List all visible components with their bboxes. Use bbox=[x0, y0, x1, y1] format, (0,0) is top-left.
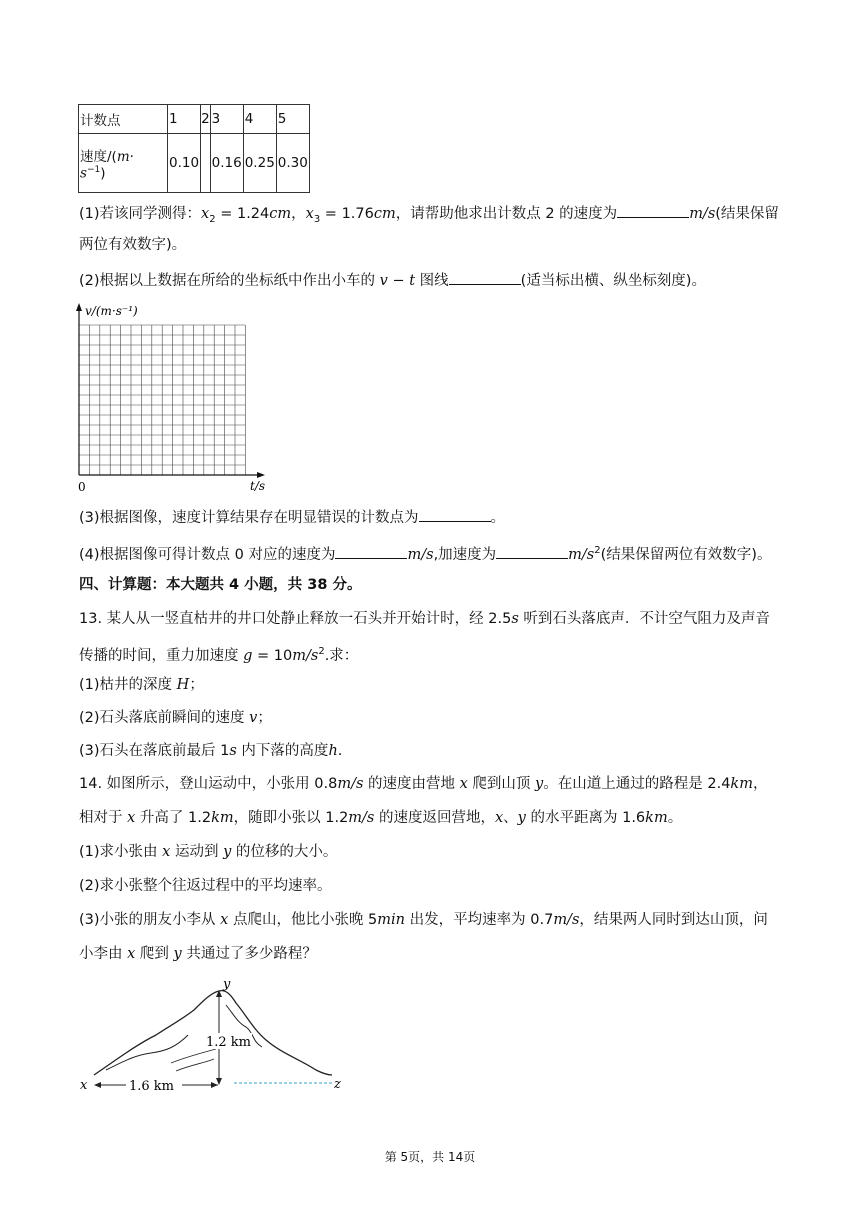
answer-blank[interactable] bbox=[496, 544, 568, 559]
point-z-label: z bbox=[334, 1077, 341, 1092]
q14-part3-line2: 小李由 x 爬到 y 共通过了多少路程？ bbox=[79, 946, 317, 962]
table-cell: 4 bbox=[243, 105, 276, 134]
q12-part1-line2: 两位有效数字)。 bbox=[79, 237, 187, 253]
table-row-label: 速度/(m· $s^{-1}$) bbox=[79, 134, 168, 193]
y-axis-arrow-icon bbox=[76, 303, 82, 311]
q13-part3: (3)石头在落底前最后 1s 内下落的高度h. bbox=[79, 743, 343, 759]
table-cell: 5 bbox=[276, 105, 309, 134]
q12-part2: (2)根据以上数据在所给的坐标纸中作出小车的 v − t 图线 (适当标出横、纵坐标刻度)。 bbox=[79, 270, 706, 291]
speed-table bbox=[78, 104, 310, 193]
table-cell: 计数点 bbox=[79, 105, 168, 134]
x-axis-arrow-icon bbox=[257, 472, 265, 478]
q14-part3-line1: (3)小张的朋友小李从 x 点爬山，他比小张晚 5min 出发，平均速率为 0.7m/s，结果两人同时到达山顶，问 bbox=[79, 912, 768, 928]
q13-line1: 13. 某人从一竖直枯井的井口处静止释放一石头并开始计时，经 2.5s 听到石头落底声．不计空气阻力及声音 bbox=[79, 611, 770, 627]
height-label: 1.2 km bbox=[206, 1035, 252, 1050]
section-heading: 四、计算题：本大题共 4 小题，共 38 分。 bbox=[79, 577, 362, 593]
table-cell bbox=[201, 134, 211, 193]
q13-line2: 传播的时间，重力加速度 $g = 10m/s^2$.求： bbox=[79, 646, 359, 664]
table-row bbox=[79, 134, 310, 193]
grid-lines bbox=[79, 325, 245, 475]
mountain-ridge bbox=[171, 1049, 216, 1071]
mountain-figure bbox=[76, 975, 356, 1095]
graph-paper bbox=[70, 300, 290, 500]
arrow-left-icon bbox=[94, 1082, 101, 1088]
table-cell: 3 bbox=[210, 105, 243, 134]
table-cell: 2 bbox=[201, 105, 211, 134]
answer-blank[interactable] bbox=[449, 270, 521, 285]
arrow-right-icon bbox=[211, 1082, 218, 1088]
table-cell: 0.25 bbox=[243, 134, 276, 193]
table-cell: 1 bbox=[168, 105, 201, 134]
q12-part4: (4)根据图像可得计数点 0 对应的速度为 m/s,加速度为 $m/s^2$(结果保留两位有效数字)。 bbox=[79, 545, 772, 563]
table-cell: 0.30 bbox=[276, 134, 309, 193]
table-cell: 0.10 bbox=[168, 134, 201, 193]
answer-blank[interactable] bbox=[419, 507, 491, 522]
mountain-outline bbox=[94, 991, 332, 1075]
answer-blank[interactable] bbox=[617, 203, 689, 218]
page-footer: 第 5页，共 14页 bbox=[384, 1150, 476, 1164]
q14-line1: 14. 如图所示，登山运动中，小张用 0.8m/s 的速度由营地 x 爬到山顶 y。在山道上通过的路程是 2.4km， bbox=[79, 776, 768, 792]
q14-line2: 相对于 x 升高了 1.2km，随即小张以 1.2m/s 的速度返回营地，x、y 的水平距离为 1.6km。 bbox=[79, 810, 683, 826]
arrow-down-icon bbox=[216, 1078, 222, 1085]
q13-part2: (2)石头落底前瞬间的速度 v； bbox=[79, 710, 272, 726]
point-x-label: x bbox=[80, 1078, 88, 1093]
q13-part1: (1)枯井的深度 H； bbox=[79, 677, 204, 693]
table-row bbox=[79, 105, 310, 134]
point-y-label: y bbox=[223, 977, 231, 992]
q12-part1-line1: (1)若该同学测得：$x_2 = 1.24cm$，$x_3 = 1.76cm$，请帮助他求出计数点 2 的速度为 m/s(结果保留 bbox=[79, 203, 779, 230]
q12-part3: (3)根据图像，速度计算结果存在明显错误的计数点为 。 bbox=[79, 507, 505, 528]
q14-part1: (1)求小张由 x 运动到 y 的位移的大小。 bbox=[79, 844, 338, 860]
origin-label: 0 bbox=[78, 480, 86, 494]
x-axis-label: t/s bbox=[250, 479, 266, 493]
y-axis-label: v/(m·s⁻¹) bbox=[85, 304, 138, 318]
answer-blank[interactable] bbox=[335, 544, 407, 559]
q14-part2: (2)求小张整个往返过程中的平均速率。 bbox=[79, 878, 332, 894]
table-cell: 0.16 bbox=[210, 134, 243, 193]
distance-label: 1.6 km bbox=[129, 1079, 175, 1094]
